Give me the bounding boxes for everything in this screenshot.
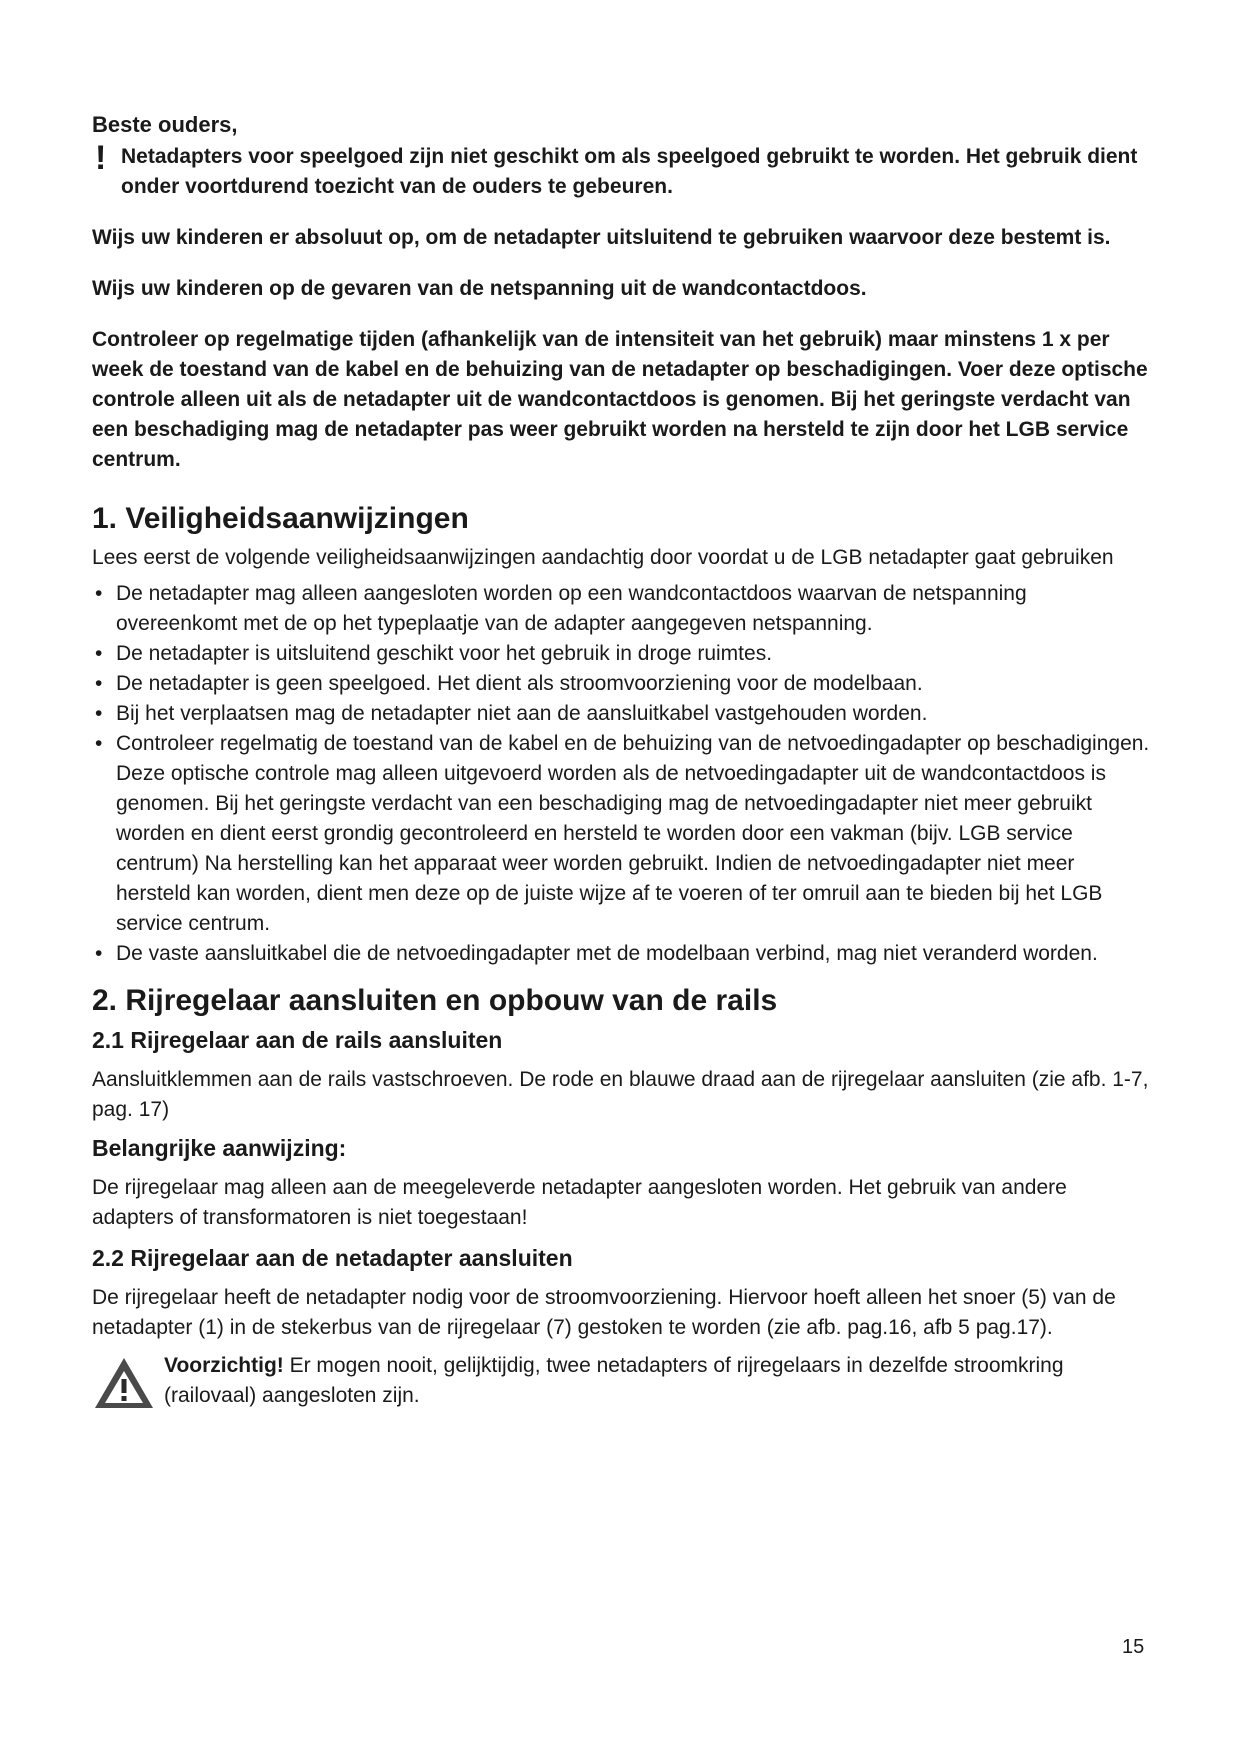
parent-warning (92, 139, 1152, 202)
intro-paragraph-1: Wijs uw kinderen er absoluut op, om de netadapter uitsluitend te gebruiken waarvoor deze bestemt is. (92, 226, 1111, 249)
important-note-title: Belangrijke aanwijzing: (92, 1135, 347, 1161)
list-item: • De vaste aansluitkabel die de netvoedingadapter met de modelbaan verbind, mag niet veranderd worden. (92, 939, 1152, 969)
greeting: Beste ouders, (92, 112, 238, 137)
page-number: 15 (1122, 1636, 1145, 1658)
section-1-intro: Lees eerst de volgende veiligheidsaanwijzingen aandachtig door voordat u de LGB netadapter gaat gebruiken (92, 546, 1114, 569)
important-note-text: De rijregelaar mag alleen aan de meegeleverde netadapter aangesloten worden. Het gebruik van andere adapters of transformatoren is niet toegestaan! (92, 1176, 1067, 1229)
list-item: • Bij het verplaatsen mag de netadapter niet aan de aansluitkabel vastgehouden worden. (92, 699, 1152, 729)
warning-triangle-icon (92, 1355, 156, 1411)
subsection-2-2-text: De rijregelaar heeft de netadapter nodig voor de stroomvoorziening. Hiervoor hoeft alleen het snoer (5) van de netadapter (1) in de stekerbus van de rijregelaar (7) gestoken te worden (zie afb. pag.16, afb 5 pag.17). (92, 1286, 1116, 1339)
intro-paragraph-3: Controleer op regelmatige tijden (afhankelijk van de intensiteit van het gebruik) maar minstens 1 x per week de toestand van de kabel en de behuizing van de netadapter op beschadigingen. Voer deze optische controle alleen uit als de netadapter uit de wandcontactdoos is genomen. Bij het geringste verdacht van een beschadiging mag de netadapter pas weer gebruikt worden na hersteld te zijn door het LGB service centrum. (92, 328, 1148, 471)
list-item: • Controleer regelmatig de toestand van de kabel en de behuizing van de netvoedingadapter op beschadigingen. Deze optische controle mag alleen uitgevoerd worden als de netvoedingadapter uit de wandcontactdoos is genomen. Bij het geringste verdacht van een beschadiging mag de netvoedingadapter niet meer gebruikt worden en dient eerst grondig gecontroleerd en hersteld te worden door een vakman (bijv. LGB service centrum) Na herstelling kan het apparaat weer worden gebruikt. Indien de netvoedingadapter niet meer hersteld kan worden, dient men deze op de juiste wijze af te voeren of ter omruil aan te bieden bij het LGB service centrum. (92, 729, 1152, 939)
section-1-title: 1. Veiligheidsaanwijzingen (92, 502, 469, 535)
list-item: • De netadapter is geen speelgoed. Het dient als stroomvoorziening voor de modelbaan. (92, 669, 1152, 699)
caution-label: Voorzichtig! (164, 1354, 284, 1377)
caution-body: Er mogen nooit, gelijktijdig, twee netadapters of rijregelaars in dezelfde stroomkring (railovaal) aangesloten zijn. (164, 1354, 1064, 1407)
caution-note (92, 1351, 1152, 1411)
warning-text: Netadapters voor speelgoed zijn niet geschikt om als speelgoed gebruikt te worden. Het gebruik dient onder voortdurend toezicht van de ouders te gebeuren. (121, 145, 1138, 198)
subsection-2-2-title: 2.2 Rijregelaar aan de netadapter aansluiten (92, 1245, 573, 1271)
safety-list (92, 579, 1152, 969)
subsection-2-1-title: 2.1 Rijregelaar aan de rails aansluiten (92, 1027, 503, 1053)
caution-text (164, 1351, 1152, 1411)
intro-paragraph-2: Wijs uw kinderen op de gevaren van de netspanning uit de wandcontactdoos. (92, 277, 867, 300)
subsection-2-1-text: Aansluitklemmen aan de rails vastschroeven. De rode en blauwe draad aan de rijregelaar aansluiten (zie afb. 1-7, pag. 17) (92, 1068, 1149, 1121)
document-page (92, 112, 1152, 1411)
section-2-title: 2. Rijregelaar aansluiten en opbouw van de rails (92, 984, 778, 1017)
list-item: • De netadapter is uitsluitend geschikt voor het gebruik in droge ruimtes. (92, 639, 1152, 669)
list-item: • De netadapter mag alleen aangesloten worden op een wandcontactdoos waarvan de netspanning overeenkomt met de op het typeplaatje van de adapter aangegeven netspanning. (92, 579, 1152, 639)
exclamation-icon: ! (95, 139, 107, 177)
